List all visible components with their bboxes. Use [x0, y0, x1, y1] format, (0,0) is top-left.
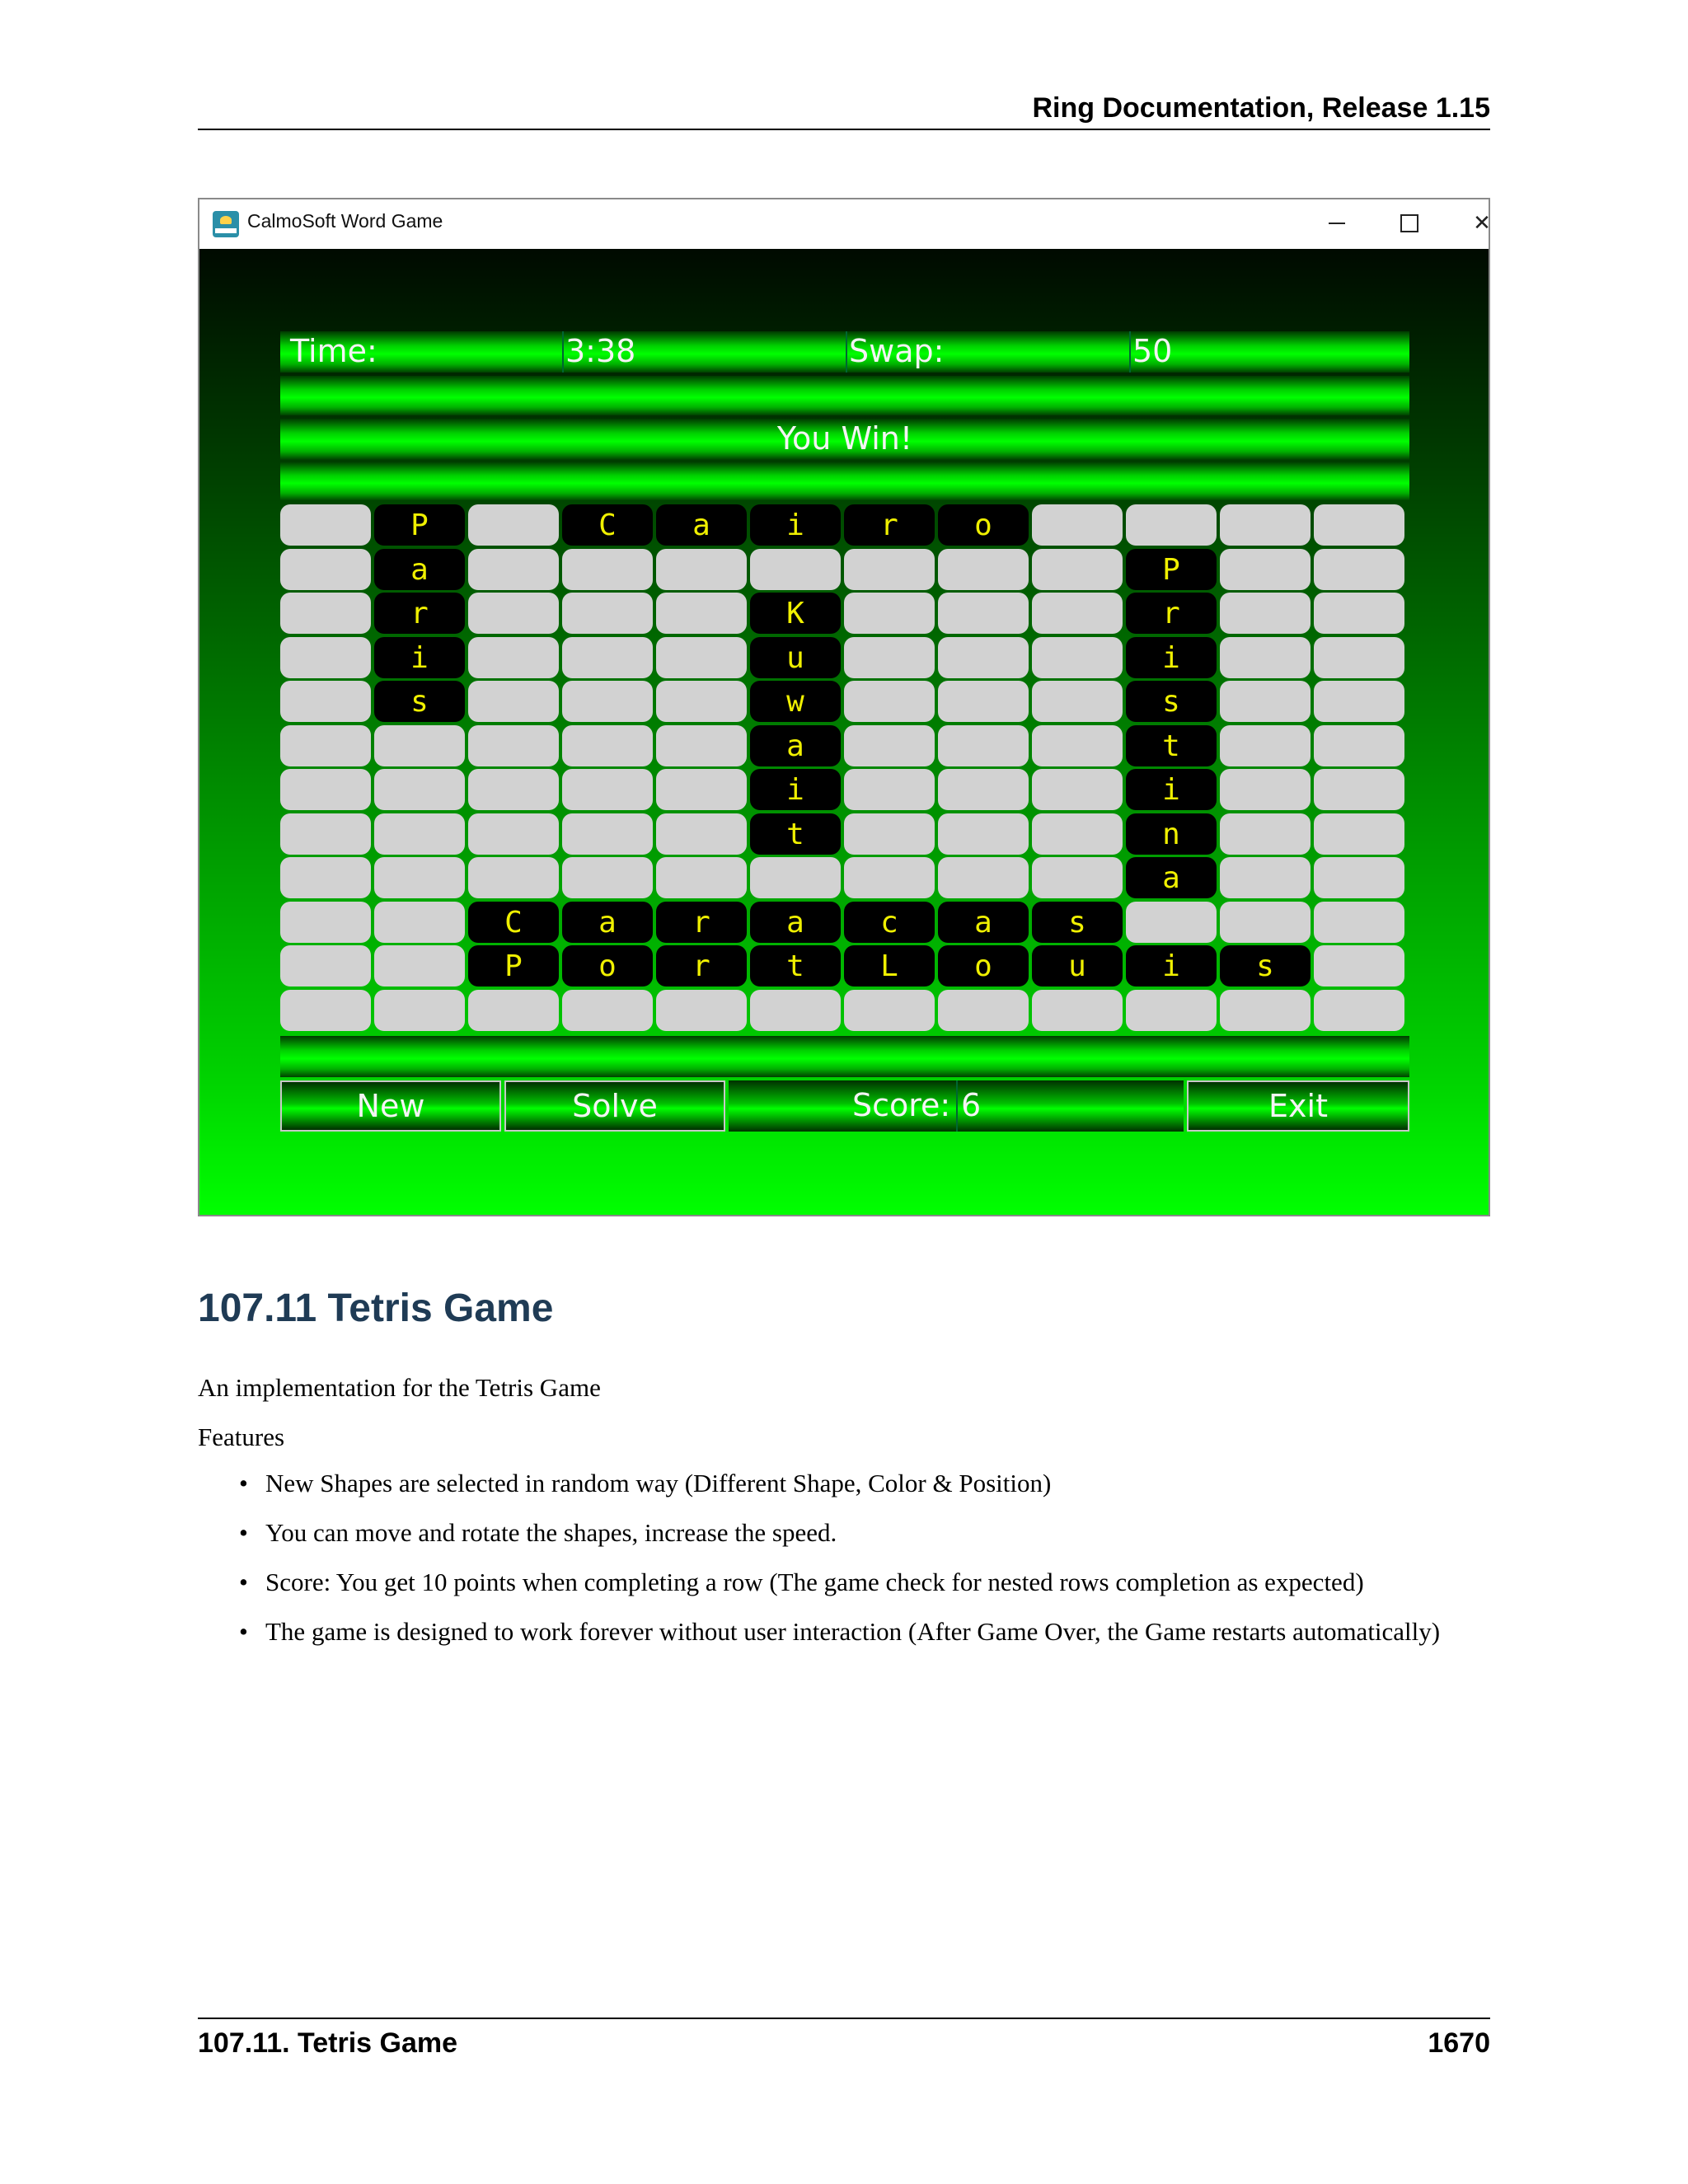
grid-cell[interactable]: c: [844, 902, 935, 943]
separator: [956, 1080, 958, 1132]
grid-cell[interactable]: P: [1126, 549, 1217, 590]
grid-cell[interactable]: [280, 593, 371, 634]
grid-cell[interactable]: a: [1126, 857, 1217, 898]
grid-cell[interactable]: u: [750, 637, 841, 678]
grid-cell[interactable]: P: [468, 945, 559, 987]
features-label: Features: [198, 1422, 285, 1451]
grid-cell[interactable]: r: [656, 945, 747, 987]
grid-cell[interactable]: [1032, 593, 1123, 634]
grid-cell[interactable]: [280, 681, 371, 722]
grid-cell[interactable]: [1314, 990, 1404, 1031]
grid-cell[interactable]: o: [562, 945, 653, 987]
grid-cell[interactable]: [1220, 504, 1311, 546]
time-value: 3:38: [565, 333, 636, 369]
grid-cell[interactable]: [374, 725, 465, 766]
grid-cell[interactable]: [938, 990, 1029, 1031]
grid-cell[interactable]: s: [374, 681, 465, 722]
grid-cell[interactable]: [280, 769, 371, 810]
grid-cell[interactable]: [1314, 725, 1404, 766]
grid-cell[interactable]: i: [1126, 637, 1217, 678]
grid-cell[interactable]: a: [938, 902, 1029, 943]
grid-cell[interactable]: [1314, 549, 1404, 590]
grid-cell[interactable]: [938, 769, 1029, 810]
grid-cell[interactable]: s: [1126, 681, 1217, 722]
status-bar: [280, 419, 1409, 460]
grid-cell[interactable]: [1314, 504, 1404, 546]
solve-button[interactable]: Solve: [504, 1080, 725, 1132]
game-area: [199, 249, 1489, 1215]
info-bar: [280, 331, 1409, 373]
grid-cell[interactable]: [468, 857, 559, 898]
grid-cell[interactable]: [280, 725, 371, 766]
swap-label: Swap:: [849, 333, 945, 369]
grid-cell[interactable]: [280, 813, 371, 855]
section-title: 107.11 Tetris Game: [198, 1286, 554, 1330]
grid-cell[interactable]: a: [656, 504, 747, 546]
grid-cell[interactable]: o: [938, 945, 1029, 987]
grid-cell[interactable]: [1126, 990, 1217, 1031]
grid-cell[interactable]: [1220, 593, 1311, 634]
grid-cell[interactable]: [656, 593, 747, 634]
grid-cell[interactable]: [938, 725, 1029, 766]
grid-cell[interactable]: [562, 769, 653, 810]
header-rule: [198, 129, 1490, 130]
window-title: CalmoSoft Word Game: [247, 210, 443, 232]
grid-cell[interactable]: r: [656, 902, 747, 943]
grid-cell[interactable]: [1220, 902, 1311, 943]
list-item: • Score: You get 10 points when completing a row (The game check for nested rows completion as expected): [239, 1566, 1490, 1599]
grid-cell[interactable]: [1220, 990, 1311, 1031]
grid-cell[interactable]: [656, 813, 747, 855]
grid-cell[interactable]: [750, 549, 841, 590]
spacer-bar: [280, 1036, 1409, 1077]
grid-cell[interactable]: [374, 813, 465, 855]
grid-cell[interactable]: [280, 504, 371, 546]
grid-cell[interactable]: [1314, 902, 1404, 943]
doc-title: Ring Documentation, Release 1.15: [1032, 92, 1490, 124]
grid-cell[interactable]: [562, 681, 653, 722]
grid-cell[interactable]: [1220, 857, 1311, 898]
grid-cell[interactable]: [938, 637, 1029, 678]
grid-cell[interactable]: i: [374, 637, 465, 678]
grid-cell[interactable]: [468, 504, 559, 546]
grid-cell[interactable]: [844, 637, 935, 678]
title-bar: [199, 199, 1489, 249]
grid-cell[interactable]: t: [750, 945, 841, 987]
grid-cell[interactable]: i: [1126, 769, 1217, 810]
grid-cell[interactable]: [562, 725, 653, 766]
grid-cell[interactable]: [562, 549, 653, 590]
list-item: • You can move and rotate the shapes, increase the speed.: [239, 1516, 1490, 1549]
grid-cell[interactable]: [374, 902, 465, 943]
grid-cell[interactable]: i: [1126, 945, 1217, 987]
score-label: Score:: [852, 1087, 951, 1123]
grid-cell[interactable]: [280, 990, 371, 1031]
grid-cell[interactable]: w: [750, 681, 841, 722]
grid-cell[interactable]: [1314, 813, 1404, 855]
grid-cell[interactable]: [656, 725, 747, 766]
spacer-bar: [280, 376, 1409, 415]
score-display: [729, 1080, 1184, 1132]
grid-cell[interactable]: [1220, 725, 1311, 766]
app-window: [198, 198, 1490, 1216]
grid-cell[interactable]: K: [750, 593, 841, 634]
footer-rule: [198, 2018, 1490, 2019]
grid-cell[interactable]: [1032, 813, 1123, 855]
grid-cell[interactable]: [656, 990, 747, 1031]
maximize-icon: [1400, 214, 1418, 232]
spacer-bar: [280, 462, 1409, 501]
grid-cell[interactable]: [562, 593, 653, 634]
grid-cell[interactable]: [844, 593, 935, 634]
grid-cell[interactable]: [1032, 637, 1123, 678]
grid-cell[interactable]: [280, 549, 371, 590]
footer-section: 107.11. Tetris Game: [198, 2027, 458, 2059]
minimize-icon: [1329, 223, 1345, 224]
grid-cell[interactable]: a: [562, 902, 653, 943]
grid-cell[interactable]: [374, 857, 465, 898]
separator: [1129, 331, 1131, 373]
grid-cell[interactable]: [562, 813, 653, 855]
grid-cell[interactable]: [1220, 813, 1311, 855]
grid-cell[interactable]: [938, 681, 1029, 722]
grid-cell[interactable]: [844, 681, 935, 722]
grid-cell[interactable]: [280, 637, 371, 678]
grid-cell[interactable]: [1314, 945, 1404, 987]
grid-cell[interactable]: r: [374, 593, 465, 634]
grid-cell[interactable]: [562, 637, 653, 678]
exit-button[interactable]: Exit: [1187, 1080, 1409, 1132]
grid-cell[interactable]: [1032, 990, 1123, 1031]
grid-cell[interactable]: [1126, 504, 1217, 546]
grid-cell[interactable]: [374, 990, 465, 1031]
grid-cell[interactable]: [1220, 769, 1311, 810]
grid-cell[interactable]: t: [750, 813, 841, 855]
grid-cell[interactable]: P: [374, 504, 465, 546]
grid-cell[interactable]: [468, 990, 559, 1031]
grid-cell[interactable]: [844, 549, 935, 590]
grid-cell[interactable]: C: [468, 902, 559, 943]
score-value: 6: [961, 1087, 982, 1123]
features-list: [239, 1467, 1490, 1665]
page-number: 1670: [1428, 2027, 1490, 2059]
grid-cell[interactable]: [468, 769, 559, 810]
grid-cell[interactable]: [1314, 637, 1404, 678]
grid-cell[interactable]: [562, 857, 653, 898]
grid-cell[interactable]: [750, 990, 841, 1031]
grid-cell[interactable]: [1314, 857, 1404, 898]
grid-cell[interactable]: [1032, 769, 1123, 810]
maximize-button[interactable]: [1376, 199, 1442, 247]
time-label: Time:: [290, 333, 377, 369]
grid-cell[interactable]: [280, 945, 371, 987]
grid-cell[interactable]: [1032, 549, 1123, 590]
close-icon: ✕: [1473, 211, 1491, 236]
grid-cell[interactable]: [280, 902, 371, 943]
swap-value: 50: [1132, 333, 1173, 369]
grid-cell[interactable]: [562, 990, 653, 1031]
minimize-button[interactable]: [1304, 199, 1370, 247]
grid-cell[interactable]: s: [1032, 902, 1123, 943]
grid-cell[interactable]: [1032, 681, 1123, 722]
separator: [846, 331, 847, 373]
grid-cell[interactable]: [844, 813, 935, 855]
grid-cell[interactable]: [938, 813, 1029, 855]
grid-cell[interactable]: [1220, 637, 1311, 678]
grid-cell[interactable]: [1314, 681, 1404, 722]
grid-cell[interactable]: [656, 857, 747, 898]
grid-cell[interactable]: L: [844, 945, 935, 987]
intro-text: An implementation for the Tetris Game: [198, 1373, 601, 1402]
separator: [562, 331, 564, 373]
grid-cell[interactable]: r: [844, 504, 935, 546]
grid-cell[interactable]: [1032, 504, 1123, 546]
grid-cell[interactable]: s: [1220, 945, 1311, 987]
grid-cell[interactable]: a: [750, 902, 841, 943]
grid-cell[interactable]: C: [562, 504, 653, 546]
grid-cell[interactable]: [1314, 769, 1404, 810]
grid-cell[interactable]: r: [1126, 593, 1217, 634]
grid-cell[interactable]: [280, 857, 371, 898]
grid-cell[interactable]: [468, 593, 559, 634]
grid-cell[interactable]: o: [938, 504, 1029, 546]
grid-cell[interactable]: i: [750, 504, 841, 546]
grid-cell[interactable]: i: [750, 769, 841, 810]
grid-cell[interactable]: [938, 857, 1029, 898]
close-button[interactable]: [1449, 199, 1515, 247]
grid-cell[interactable]: [468, 813, 559, 855]
grid-cell[interactable]: [844, 857, 935, 898]
grid-cell[interactable]: [656, 549, 747, 590]
grid-cell[interactable]: [1032, 857, 1123, 898]
list-item: • New Shapes are selected in random way (Different Shape, Color & Position): [239, 1467, 1490, 1500]
grid-cell[interactable]: [1126, 902, 1217, 943]
grid-cell[interactable]: [1220, 549, 1311, 590]
grid-cell[interactable]: u: [1032, 945, 1123, 987]
grid-cell[interactable]: [1314, 593, 1404, 634]
grid-cell[interactable]: [468, 637, 559, 678]
grid-cell[interactable]: [468, 725, 559, 766]
grid-cell[interactable]: [844, 769, 935, 810]
grid-cell[interactable]: [844, 990, 935, 1031]
grid-cell[interactable]: [1032, 725, 1123, 766]
grid-cell[interactable]: [468, 681, 559, 722]
grid-cell[interactable]: [468, 549, 559, 590]
grid-cell[interactable]: a: [374, 549, 465, 590]
grid-cell[interactable]: [938, 549, 1029, 590]
grid-cell[interactable]: [656, 637, 747, 678]
list-item: • The game is designed to work forever without user interaction (After Game Over, the Game restarts automatically): [239, 1615, 1490, 1648]
app-icon: [213, 211, 239, 237]
grid-cell[interactable]: [1220, 681, 1311, 722]
grid-cell[interactable]: [656, 681, 747, 722]
grid-cell[interactable]: [374, 945, 465, 987]
new-button[interactable]: New: [280, 1080, 501, 1132]
grid-cell[interactable]: n: [1126, 813, 1217, 855]
grid-cell[interactable]: [374, 769, 465, 810]
grid-cell[interactable]: [844, 725, 935, 766]
grid-cell[interactable]: [656, 769, 747, 810]
grid-cell[interactable]: [750, 857, 841, 898]
grid-cell[interactable]: [938, 593, 1029, 634]
grid-cell[interactable]: t: [1126, 725, 1217, 766]
grid-cell[interactable]: a: [750, 725, 841, 766]
status-text: You Win!: [776, 420, 913, 457]
